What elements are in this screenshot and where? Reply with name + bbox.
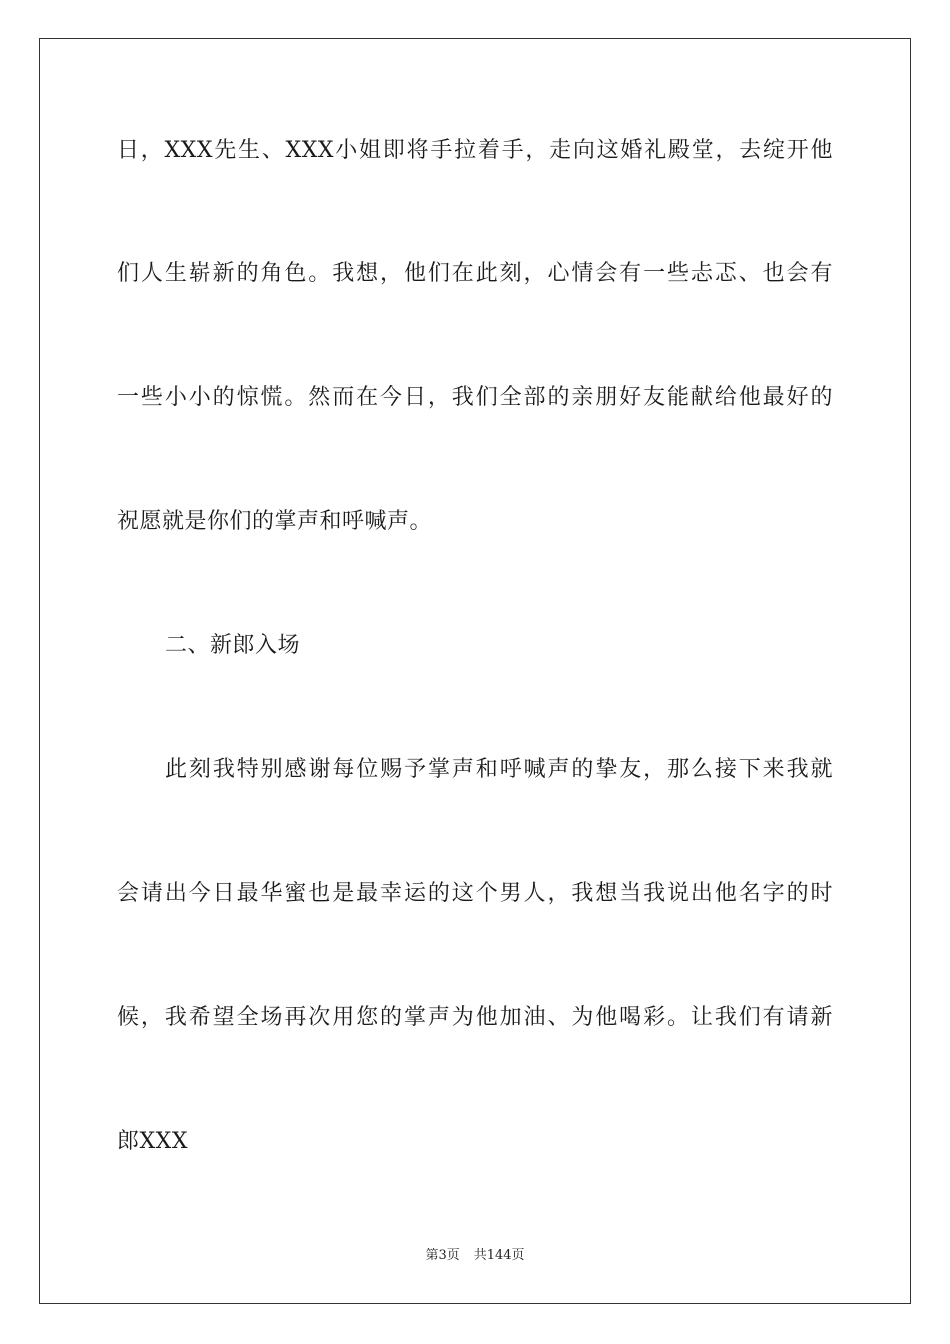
paragraph-line-2: 们人生崭新的角色。我想，他们在此刻，心情会有一些忐忑、也会有 [117,261,833,286]
paragraph-line-8: 郎XXX [117,1129,188,1154]
page-number: 第3页 [425,1248,460,1263]
paragraph-line-6: 会请出今日最华蜜也是最幸运的这个男人，我想当我说出他名字的时 [117,881,833,906]
section-heading: 二、新郎入场 [165,633,301,658]
paragraph-line-4: 祝愿就是你们的掌声和呼喊声。 [117,509,433,534]
page-frame [39,38,911,1304]
page-total: 共144页 [473,1248,525,1263]
paragraph-line-5: 此刻我特别感谢每位赐予掌声和呼喊声的挚友，那么接下来我就 [165,757,833,782]
paragraph-line-1: 日，XXX先生、XXX小姐即将手拉着手，走向这婚礼殿堂，去绽开他 [117,138,833,163]
paragraph-line-3: 一些小小的惊慌。然而在今日，我们全部的亲朋好友能献给他最好的 [117,385,833,410]
page-footer [0,1247,950,1265]
paragraph-line-7: 候，我希望全场再次用您的掌声为他加油、为他喝彩。让我们有请新 [117,1005,833,1030]
